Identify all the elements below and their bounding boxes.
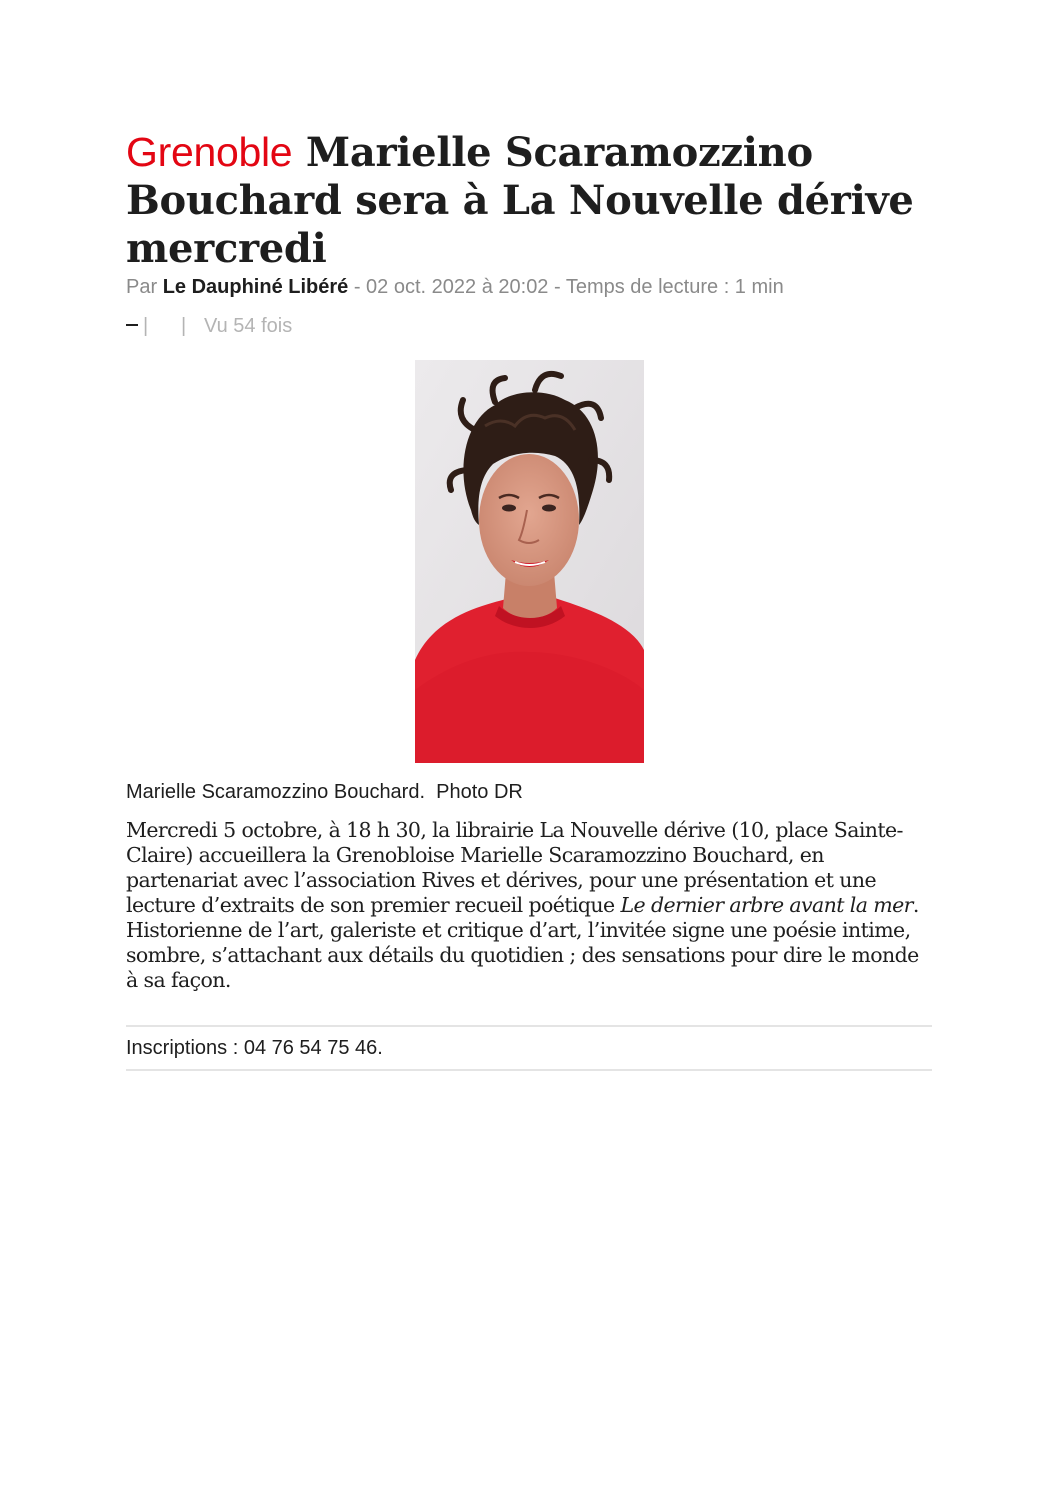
city-label[interactable]: Grenoble [126,129,293,175]
article [126,128,932,1059]
byline-prefix: Par [126,276,158,298]
photo-caption: Marielle Scaramozzino Bouchard. Photo DR [126,781,523,803]
article-headline [126,128,932,273]
portrait-image [415,360,644,763]
registration-info: Inscriptions : 04 76 54 75 46. [126,1025,932,1071]
article-body [126,818,932,993]
article-title: Marielle Scaramozzino Bouchard sera à La Nouvelle dérive mercredi [126,129,914,272]
byline-author[interactable]: Le Dauphiné Libéré [162,276,349,298]
meta-separator: | [181,315,187,337]
article-photo[interactable] [415,360,644,763]
article-meta [126,313,932,339]
view-count: Vu 54 fois [204,315,293,337]
byline-details: - 02 oct. 2022 à 20:02 - Temps de lecture : 1 min [353,276,784,298]
share-icon[interactable] [126,324,138,326]
body-part-2: . Historienne de l’art, galeriste et critique d’art, l’invitée signe une poésie intime, sombre, s’attachant aux détails du quotidien ; des sensations pour dire le monde à sa façon. [126,893,919,992]
byline [126,273,932,301]
meta-separator: | [143,315,149,337]
book-title: Le dernier arbre avant la mer [620,893,913,917]
body-part-1: Mercredi 5 octobre, à 18 h 30, la librairie La Nouvelle dérive (10, place Sainte-Claire) accueillera la Grenobloise Marielle Scaramozzino Bouchard, en partenariat avec l’association Rives et dérives, pour une présentation et une lecture d’extraits de son premier recueil poétique [126,818,903,917]
